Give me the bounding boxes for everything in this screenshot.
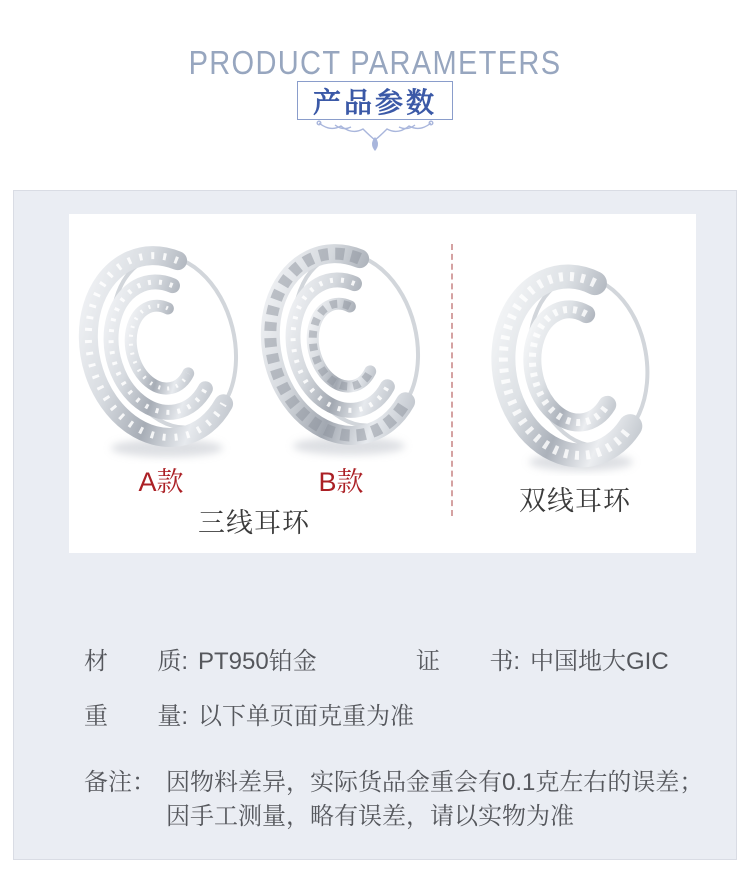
note-key: 备 注：	[84, 769, 156, 796]
product-showcase-card	[69, 214, 696, 553]
page-title-frame	[297, 81, 453, 120]
certificate-key: 证 书:	[416, 648, 520, 675]
page-title-en: PRODUCT PARAMETERS	[188, 44, 562, 81]
page-title-zh: 产品参数	[312, 86, 437, 118]
material-value: PT950铂金	[198, 648, 317, 675]
parameter-list	[84, 648, 704, 834]
variant-a-label: A款	[138, 467, 184, 497]
right-earring-caption: 双线耳环	[519, 486, 631, 516]
note-text	[166, 766, 703, 834]
certificate-item	[416, 649, 669, 675]
variant-b-label: B款	[318, 467, 364, 497]
note-line-2: 因手工测量，略有误差，请以实物为准	[166, 803, 574, 830]
note-line-1: 因物料差异，实际货品金重会有0.1克左右的误差；	[166, 769, 704, 796]
weight-value: 以下单页面克重为准	[198, 703, 414, 730]
weight-key: 重 量:	[84, 703, 188, 730]
product-parameters-panel	[13, 190, 737, 860]
dashed-divider	[451, 244, 453, 516]
note-row	[84, 766, 704, 834]
earring-b-image	[259, 240, 431, 462]
weight-row	[84, 704, 684, 730]
left-earring-caption: 三线耳环	[198, 508, 310, 538]
earring-a-image	[77, 242, 249, 464]
earring-double-image	[489, 258, 661, 476]
material-key: 材 质:	[84, 648, 188, 675]
material-row	[84, 649, 684, 675]
certificate-value: 中国地大GIC	[530, 648, 669, 675]
flourish-ornament-icon	[315, 119, 435, 153]
